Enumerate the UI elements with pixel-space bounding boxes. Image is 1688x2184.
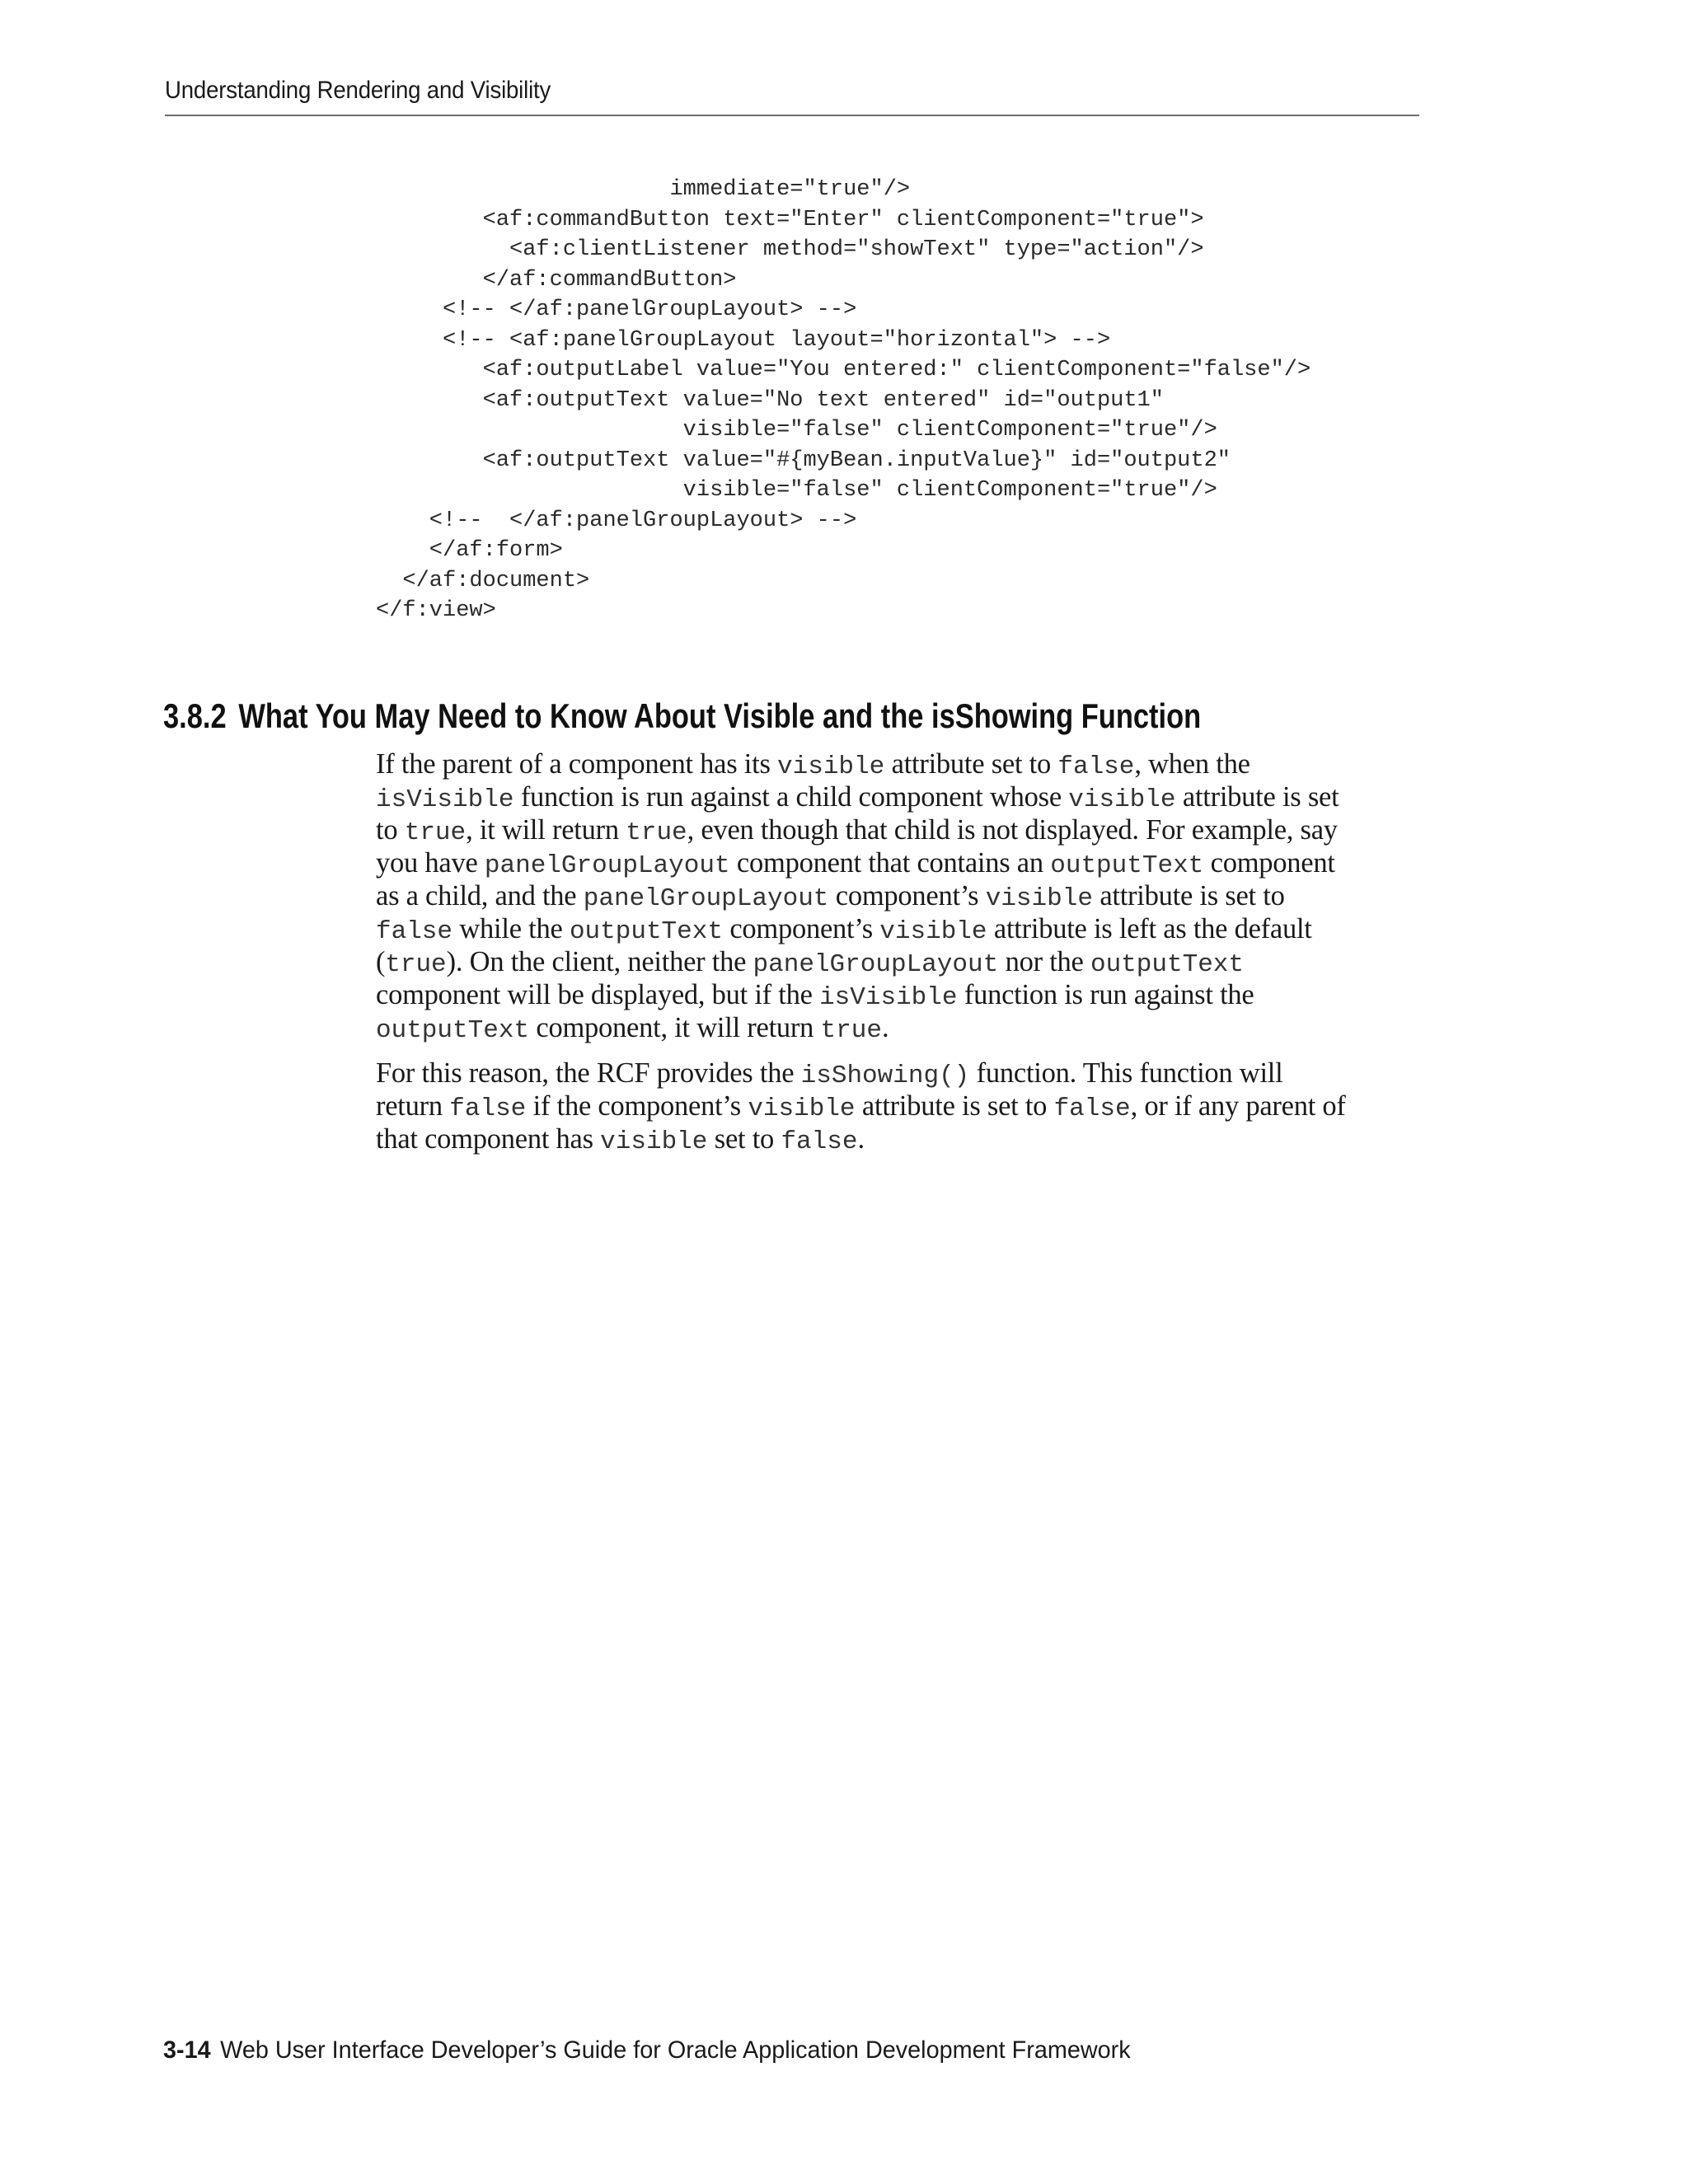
text-run: . (881, 1012, 889, 1043)
text-run: component (1203, 847, 1335, 879)
text-run: to (376, 814, 405, 846)
text-line (376, 1011, 1431, 1044)
code-line: <af:outputText value="No text entered" id="output1" (376, 387, 1164, 413)
text-run: component that contains an (729, 847, 1051, 879)
inline-code: outputText (1050, 851, 1204, 880)
inline-code: visible (777, 752, 885, 781)
text-run: that component has (376, 1123, 601, 1155)
text-run: , when the (1134, 748, 1250, 780)
page-number: 3-14 (163, 2036, 211, 2064)
text-run: if the component’s (526, 1090, 748, 1122)
code-line: <!-- </af:panelGroupLayout> --> (376, 298, 857, 322)
text-line (376, 1122, 1431, 1155)
inline-code: visible (600, 1127, 708, 1156)
inline-code: false (376, 917, 453, 946)
inline-code: visible (1068, 785, 1176, 814)
text-run: , even though that child is not displayed. For example, say (687, 814, 1338, 846)
text-run: component, it will return (529, 1012, 821, 1043)
text-run: , it will return (466, 814, 626, 846)
text-run: attribute is set to (1092, 880, 1285, 912)
inline-code: outputText (1090, 950, 1244, 979)
text-line (376, 978, 1431, 1011)
text-run: , or if any parent of (1130, 1090, 1346, 1122)
text-run: If the parent of a component has its (376, 748, 778, 780)
code-line: visible="false" clientComponent="true"/> (376, 418, 1217, 443)
text-line (376, 780, 1431, 813)
running-header: Understanding Rendering and Visibility (165, 77, 551, 104)
text-run: set to (707, 1123, 781, 1155)
text-line (376, 912, 1431, 945)
inline-code: false (1057, 752, 1135, 781)
inline-code: panelGroupLayout (753, 950, 999, 979)
inline-code: true (820, 1016, 882, 1045)
header-rule (165, 115, 1419, 116)
code-line: <af:outputText value="#{myBean.inputValue}" id="output2" (376, 448, 1231, 473)
inline-code: panelGroupLayout (583, 884, 829, 913)
page-footer (163, 2036, 1131, 2065)
text-run: attribute set to (884, 748, 1058, 780)
inline-code: visible (748, 1094, 856, 1123)
inline-code: isShowing() (800, 1062, 970, 1090)
text-line (376, 1090, 1431, 1122)
text-run: you have (376, 847, 485, 879)
code-line: immediate="true"/> (376, 177, 911, 202)
text-run: ( (376, 946, 386, 977)
code-line: </af:document> (376, 568, 590, 593)
code-line: <af:outputLabel value="You entered:" clientComponent="false"/> (376, 358, 1311, 382)
code-line: <af:commandButton text="Enter" clientComponent="true"> (376, 207, 1204, 232)
inline-code: true (626, 818, 687, 847)
text-run: attribute is set (1175, 781, 1339, 813)
text-run: attribute is set to (855, 1090, 1054, 1122)
text-line (376, 945, 1431, 978)
text-run: ). On the client, neither the (446, 946, 753, 977)
inline-code: false (1053, 1094, 1131, 1123)
section-number: 3.8.2 (163, 696, 227, 735)
text-run: while the (452, 913, 570, 944)
inline-code: visible (985, 884, 1093, 913)
inline-code: visible (879, 917, 987, 946)
code-line: </af:form> (376, 538, 563, 563)
text-run: component’s (828, 880, 986, 912)
text-run: nor the (998, 946, 1090, 977)
code-example (376, 175, 1311, 626)
inline-code: false (781, 1127, 858, 1156)
code-line: <!-- </af:panelGroupLayout> --> (376, 508, 857, 533)
book-title: Web User Interface Developer’s Guide for Oracle Application Development Framework (220, 2036, 1131, 2064)
code-line: </f:view> (376, 598, 496, 623)
text-run: component will be displayed, but if the (376, 979, 820, 1010)
inline-code: outputText (569, 917, 723, 946)
section-title: What You May Need to Know About Visible and the isShowing Function (238, 696, 1202, 735)
text-run: function is run against a child component whose (513, 781, 1069, 813)
text-line (376, 748, 1431, 780)
text-line (376, 846, 1431, 879)
text-run: component’s (722, 913, 880, 944)
inline-code: isVisible (376, 785, 514, 814)
inline-code: isVisible (819, 983, 958, 1012)
text-run: attribute is left as the default (987, 913, 1312, 944)
inline-code: false (449, 1094, 527, 1123)
text-line (376, 813, 1431, 846)
text-run: For this reason, the RCF provides the (376, 1057, 801, 1089)
text-run: function. This function will (969, 1057, 1283, 1089)
inline-code: panelGroupLayout (484, 851, 730, 880)
text-line (376, 879, 1431, 912)
code-line: visible="false" clientComponent="true"/> (376, 478, 1217, 503)
text-run: function is run against the (957, 979, 1254, 1010)
text-run: . (857, 1123, 865, 1155)
code-line: </af:commandButton> (376, 267, 737, 293)
code-line: <af:clientListener method="showText" type="action"/> (376, 237, 1204, 262)
text-line (376, 1057, 1431, 1090)
paragraph (376, 748, 1431, 1044)
section-heading (163, 696, 1201, 737)
text-run: return (376, 1090, 450, 1122)
text-run: as a child, and the (376, 880, 584, 912)
inline-code: true (385, 950, 447, 979)
inline-code: true (404, 818, 467, 847)
inline-code: outputText (376, 1016, 530, 1045)
code-line: <!-- <af:panelGroupLayout layout="horizontal"> --> (376, 327, 1111, 353)
paragraph (376, 1057, 1431, 1155)
